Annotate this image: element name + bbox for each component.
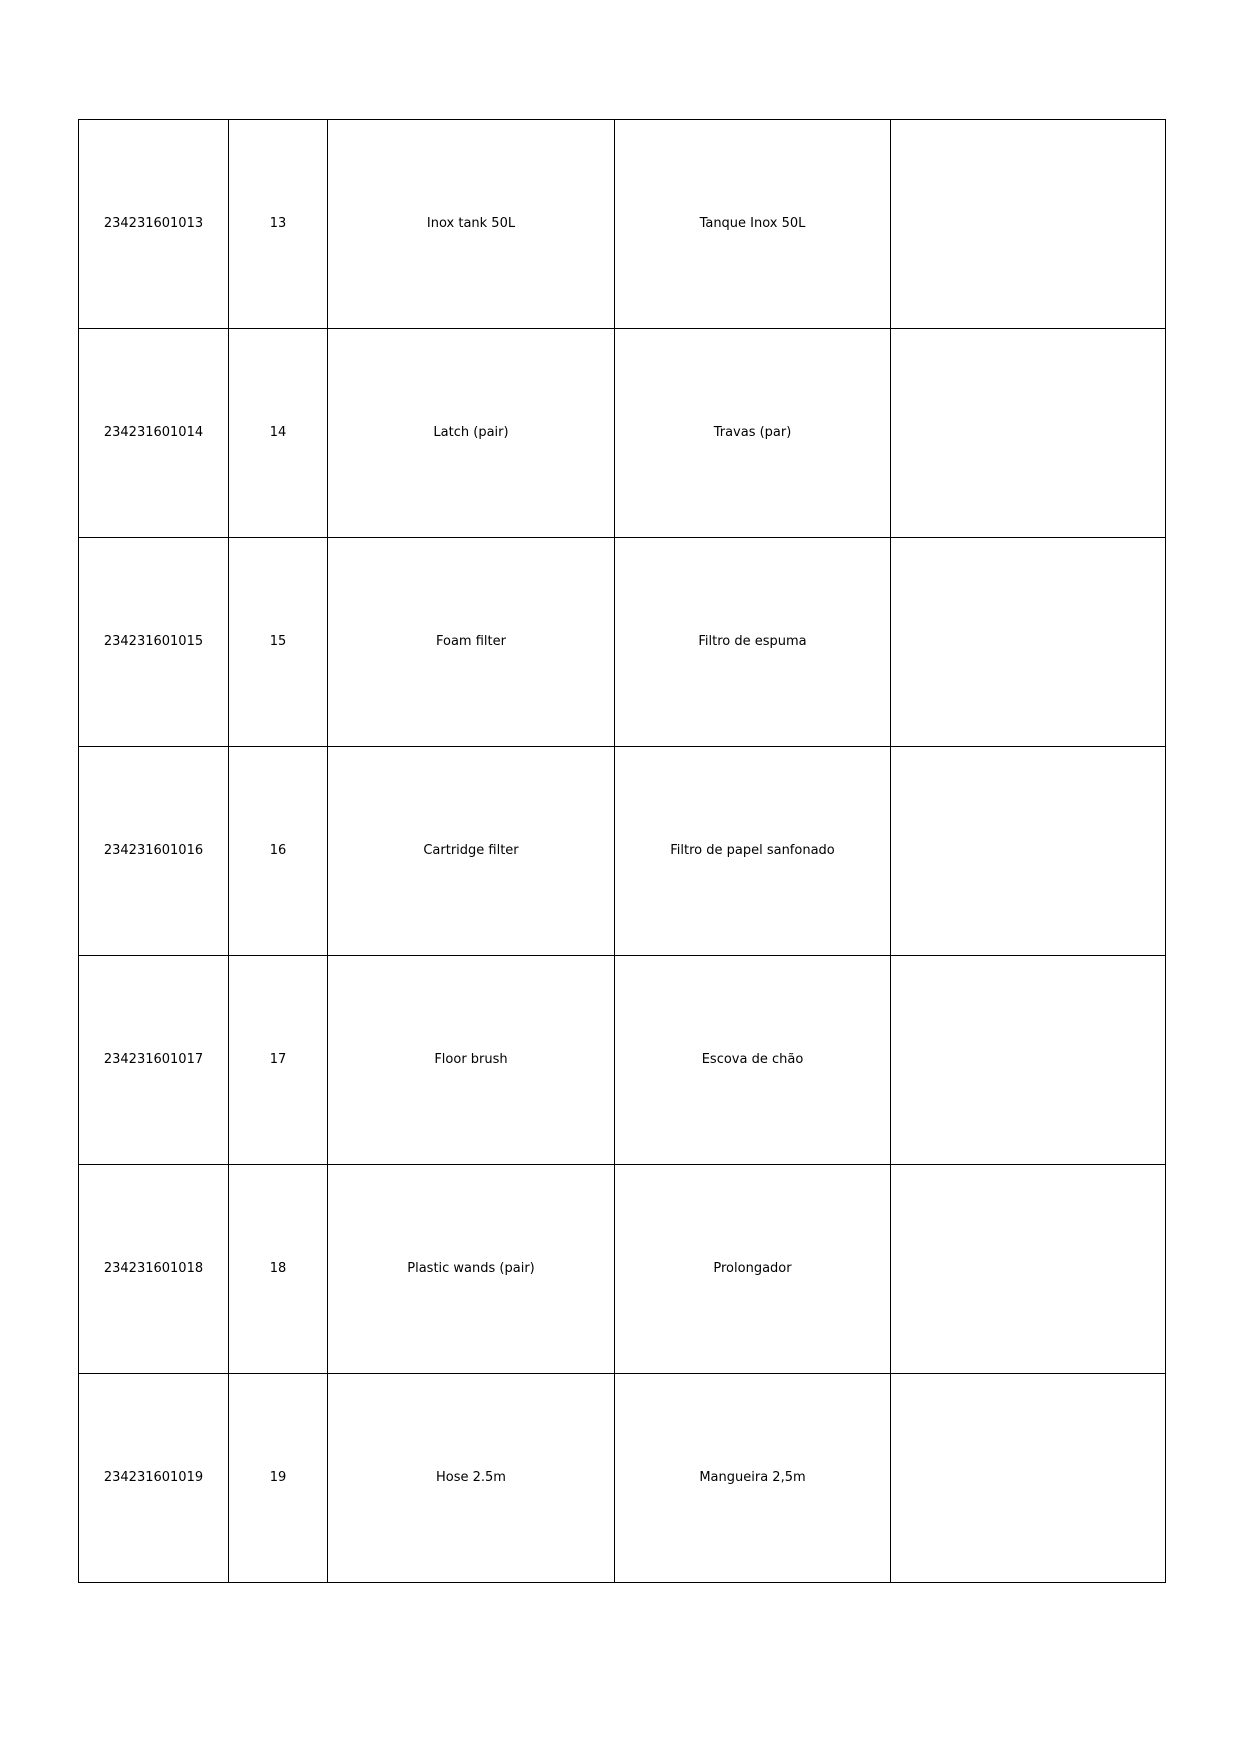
description-en-cell: Latch (pair) — [328, 329, 615, 538]
description-pt-cell: Tanque Inox 50L — [615, 120, 891, 329]
empty-cell — [891, 329, 1166, 538]
table-row — [79, 1165, 1166, 1374]
description-en-cell: Hose 2.5m — [328, 1374, 615, 1583]
description-en-cell: Inox tank 50L — [328, 120, 615, 329]
item-number-cell: 19 — [229, 1374, 328, 1583]
empty-cell — [891, 1374, 1166, 1583]
table-row — [79, 956, 1166, 1165]
table-row — [79, 538, 1166, 747]
empty-cell — [891, 538, 1166, 747]
description-pt-cell: Prolongador — [615, 1165, 891, 1374]
description-en-cell: Foam filter — [328, 538, 615, 747]
item-number-cell: 16 — [229, 747, 328, 956]
part-code-cell: 234231601019 — [79, 1374, 229, 1583]
part-code-cell: 234231601015 — [79, 538, 229, 747]
item-number-cell: 13 — [229, 120, 328, 329]
table-row — [79, 747, 1166, 956]
description-pt-cell: Travas (par) — [615, 329, 891, 538]
description-en-cell: Cartridge filter — [328, 747, 615, 956]
part-code-cell: 234231601017 — [79, 956, 229, 1165]
table-row — [79, 120, 1166, 329]
description-pt-cell: Filtro de papel sanfonado — [615, 747, 891, 956]
empty-cell — [891, 1165, 1166, 1374]
table-row — [79, 329, 1166, 538]
description-en-cell: Plastic wands (pair) — [328, 1165, 615, 1374]
description-en-cell: Floor brush — [328, 956, 615, 1165]
item-number-cell: 15 — [229, 538, 328, 747]
description-pt-cell: Filtro de espuma — [615, 538, 891, 747]
description-pt-cell: Mangueira 2,5m — [615, 1374, 891, 1583]
item-number-cell: 17 — [229, 956, 328, 1165]
description-pt-cell: Escova de chão — [615, 956, 891, 1165]
item-number-cell: 18 — [229, 1165, 328, 1374]
empty-cell — [891, 120, 1166, 329]
item-number-cell: 14 — [229, 329, 328, 538]
empty-cell — [891, 956, 1166, 1165]
table-row — [79, 1374, 1166, 1583]
part-code-cell: 234231601018 — [79, 1165, 229, 1374]
empty-cell — [891, 747, 1166, 956]
part-code-cell: 234231601013 — [79, 120, 229, 329]
parts-table — [78, 119, 1166, 1583]
part-code-cell: 234231601016 — [79, 747, 229, 956]
part-code-cell: 234231601014 — [79, 329, 229, 538]
